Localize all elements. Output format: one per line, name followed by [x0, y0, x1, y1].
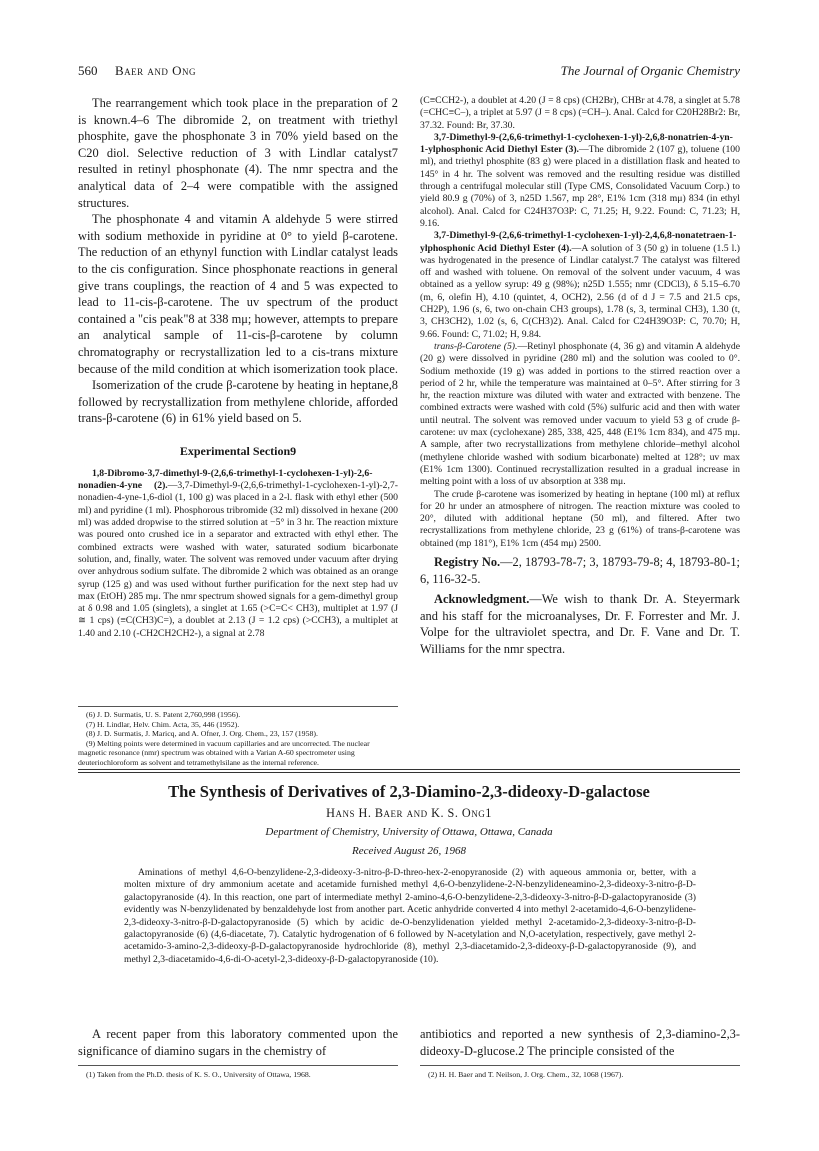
body-text: antibiotics and reported a new synthesis of 2,3-diamino-2,3-dideoxy-D-glucose.2 The principle consisted of the — [420, 1027, 740, 1058]
article-authors: Hans H. Baer and K. S. Ong1 — [326, 806, 492, 820]
registry-paragraph — [420, 554, 740, 587]
procedure-text: —A solution of 3 (50 g) in toluene (1.5 l.) was hydrogenated in the presence of Lindlar catalyst.7 The catalyst was filtered off and washed with toluene. On removal of the solvent under vacuum, 4 was obtained as a yellow syrup: 49 g (98%); n25D 1.555; nmr (CDCl3), δ 5.15–6.70 (m, 6, olefin H), 4.10 (quintet, 4, OCH2), 2.56 (d of d J = 7.5 and 21.5 cps, CH2P), 1.96 (s, 6, two on-chain CH3 groups), 1.78 (s, 3, terminal CH3), 1.30 (t, 3, CH3CH2), 1.02 (s, 6, C(CH3)2). Anal. Calcd for C24H39O3P: C, 70.70; H, 9.66. Found: C, 71.02; H, 9.84. — [420, 242, 740, 340]
section-heading: Experimental Section9 — [179, 443, 297, 458]
experimental-paragraph: The crude β-carotene was isomerized by heating in heptane (100 ml) at reflux for 20 hr under an atmosphere of nitrogen. The reaction mixture was cooled to 20°, diluted with additional heptane (50 ml), and filtered. After two recrystallizations from methylene chloride, 23 g (61%) of trans-β-carotene was obtained (mp 181°), E1% 1cm (454 mμ) 2500. — [420, 488, 740, 549]
procedure-text: —Retinyl phosphonate (4, 36 g) and vitamin A aldehyde (20 g) were dissolved in pyridine (280 ml) and the solution was cooled to 0°. Sodium methoxide (19 g) was added in portions to the stirred reaction over a period of 2 hr, while the temperature was maintained at 0–5°. After stirring for 3 hr, the reaction mixture was diluted with water and extracted with benzene. The combined extracts were washed with cold (5%) sulfuric acid and then with water until neutral. The solvent was removed under vacuum to yield 53 g of crude β-carotene: uv max (cyclohexane) 285, 338, 425, 448 (E1% 1cm 834), and 475 mμ. A sample, after two recrystallizations from methylene chloride–methyl alcohol (methylene chloride washed with sodium bicarbonate) melted at 128°; uv max (E1% 1cm 1300). Continued recrystallization resulted in a gradual increase in melting point with a loss of uv absorption at 338 mμ. — [420, 340, 741, 488]
compound-title: trans-β-Carotene (5). — [434, 340, 518, 352]
footnote: (1) Taken from the Ph.D. thesis of K. S. O., University of Ottawa, 1968. — [86, 1070, 311, 1080]
experimental-paragraph — [420, 341, 740, 489]
running-header — [78, 63, 740, 81]
affiliation: Department of Chemistry, University of Ottawa, Ottawa, Canada — [265, 826, 553, 838]
footnote-block — [78, 1065, 398, 1080]
intro-paragraph: The phosphonate 4 and vitamin A aldehyde 5 were stirred with sodium methoxide in pyridine at 0° to yield β-carotene. The reduction of an ethynyl function with Lindlar catalyst leads to the cis configuration. Since phosphonate reactions in general give trans couplings, the reaction of 4 and 5 was expected to lead to 11-cis-β-carotene. The uv spectrum of the product contained a "cis peak"8 at 338 mμ; however, attempts to prepare an analytical sample of 11-cis-β-carotene by column chromatography or recrystallization led to a cis-trans mixture because of the mild condition at which isomerization took place. — [78, 212, 398, 376]
article-divider — [78, 769, 740, 770]
intro-paragraph: Isomerization of the crude β-carotene by heating in heptane,8 followed by recrystallization from methylene chloride, afforded trans-β-carotene (6) in 61% yield based on 5. — [78, 378, 398, 426]
footnote: (2) H. H. Baer and T. Neilson, J. Org. Chem., 32, 1068 (1967). — [428, 1070, 624, 1080]
intro-paragraph: The rearrangement which took place in the preparation of 2 is known.4–6 The dibromide 2, on treatment with triethyl phosphite, gave the phosphonate 3 in 70% yield based on the C20 diol. Selective reduction of 3 with Lindlar catalyst7 resulted in retinyl phosphonate (4). The nmr spectra and the analytical data of 2–4 were compatible with the assigned structures. — [78, 96, 398, 210]
compound-title: 3,7-Dimethyl-9-(2,6,6-trimethyl-1-cyclohexen-1-yl)-2,6,8-nonatrien-4-yn-1-ylphosphonic Acid Diethyl Ester (3). — [420, 131, 733, 156]
footnote: (8) J. D. Surmatis, J. Maricq, and A. Ofner, J. Org. Chem., 23, 157 (1958). — [86, 729, 318, 739]
experimental-paragraph — [420, 230, 740, 341]
right-column — [420, 95, 740, 658]
running-authors: Baer and Ong — [115, 63, 197, 78]
footnote-block — [420, 1065, 740, 1080]
registry-label: Registry No. — [434, 554, 501, 569]
article-title: The Synthesis of Derivatives of 2,3-Diamino-2,3-dideoxy-D-galactose — [168, 782, 650, 801]
compound-title: 1,8-Dibromo-3,7-dimethyl-9-(2,6,6-trimethyl-1-cyclohexen-1-yl)-2,6-nonadien-4-yne (2). — [78, 467, 373, 492]
compound-title: 3,7-Dimethyl-9-(2,6,6-trimethyl-1-cyclohexen-1-yl)-2,4,6,8-nonatetraen-1-ylphosphonic Acid Diethyl Ester (4). — [420, 230, 737, 254]
procedure-text: —The dibromide 2 (107 g), toluene (100 ml), and triethyl phosphite (83 g) were placed in a distillation flask and heated to 145° in 4 hr. The solvent was removed and the resulting residue was distilled through a centrifugal molecular still (Type CMS, Consolidated Vacuum Corp.) to yield 80.9 g (70%) of 3, n25D 1.567, mp 28°, E1% 1cm (318 mμ) 834 (in ethyl alcohol). Anal. Calcd for C24H37O3P: C, 71.25; H, 9.22. Found: C, 71.23; H, 9.16. — [420, 144, 740, 229]
left-column — [78, 95, 398, 640]
journal-name: The Journal of Organic Chemistry — [560, 63, 740, 78]
article-divider — [78, 772, 740, 773]
page-number: 560 — [78, 63, 98, 78]
abstract: Aminations of methyl 4,6-O-benzylidene-2,3-dideoxy-3-nitro-β-D-threo-hex-2-enopyranoside (2) with aqueous ammonia or, better, with a molten mixture of dry ammonium acetate and acetamide furnished methyl 4,6-O-benzylidene-2-N-benzylideneamino-2,3-dideoxy-3-nitro-β-D-galactopyranoside (4). In this reaction, one part of intermediate methyl 2-amino-4,6-O-benzylidene-2,3-dideoxy-3-nitro-β-D-galactopyranoside (3) evidently was N-benzylidenated by benzaldehyde lost from another part. Acetic anhydride converted 4 into methyl 2-acetamido-4,6-O-benzylidene-2,3-dideoxy-3-nitro-β-D-galactopyranoside (5) which by acidic de-O-benzylidenation yielded methyl 2-acetamido-2,3-dideoxy-3-nitro-β-D-galactopyranoside (6) (4,6-diacetate, 7). Catalytic hydrogenation of 6 followed by N-acetylation and N,O-acetylation, respectively, gave methyl 2-acetamido-3-amino-2,3-dideoxy-β-D-galactopyranoside hydrochloride (8), methyl 2,3-diacetamido-2,3-dideoxy-β-D-galactopyranoside (9), and methyl 2,3-diacetamido-4,6-di-O-acetyl-2,3-dideoxy-β-D-galactopyranoside (10). — [124, 867, 696, 965]
acknowledgment-paragraph — [420, 591, 740, 657]
experimental-paragraph — [420, 132, 740, 230]
acknowledgment-label: Acknowledgment. — [434, 592, 530, 607]
received-date: Received August 26, 1968 — [351, 845, 467, 857]
registry-text: —2, 18793-78-7; 3, 18793-79-8; 4, 18793-80-1; 6, 116-32-5. — [420, 554, 740, 586]
footnote: (7) H. Lindlar, Helv. Chim. Acta, 35, 446 (1952). — [86, 719, 240, 729]
footnote: (6) J. D. Surmatis, U. S. Patent 2,760,998 (1956). — [86, 710, 241, 719]
procedure-text: —3,7-Dimethyl-9-(2,6,6-trimethyl-1-cyclohexen-1-yl)-2,7-nonadien-4-yne-1,6-diol (1, 100 g) was placed in a 2-l. flask with ethyl ether (500 ml) and pyridine (1 ml). Phosphorous tribromide (32 ml) dissolved in hexane (200 ml) was added dropwise to the stirred solution at −5° in 3 hr. The reaction mixture was poured onto crushed ice in a separator and extracted with ethyl ether. The combined extracts were washed with water, saturated sodium bicarbonate solution, and, finally, water. The solvent was removed under vacuum after drying over anhydrous sodium sulfate. The dibromide 2 which was obtained as an orange syrup (125 g) and was used without further purification for the next step had uv max (EtOH) 285 mμ. The nmr spectrum showed signals for a gem-dimethyl group at δ 0.98 and 1.05 (singlets), a singlet at 1.65 (>C=C< CH3), multiplet at 1.97 (J ≅ 1 cps) (≡C(CH3)C=), a doublet at 2.13 (J = 1.2 cps) (>CCH3), a multiplet at 1.40 and 2.10 (-CH2CH2CH2-), a signal at 2.78 — [78, 480, 398, 639]
body-left — [78, 1026, 398, 1080]
continued-text: (C≡CCH2-), a doublet at 4.20 (J = 8 cps) (CH2Br), CHBr at 4.78, a singlet at 5.78 (=CHC≡C–), a triplet at 5.97 (J = 8 cps) (=CH–). Anal. Calcd for C20H28Br2: Br, 37.32. Found: Br, 37.30. — [420, 95, 740, 131]
experimental-paragraph — [78, 468, 398, 640]
body-right — [420, 1026, 740, 1080]
footnote: (9) Melting points were determined in vacuum capillaries and are uncorrected. The nuclear magnetic resonance (nmr) spectrum was obtained with a Varian A-60 spectrometer using deuteriochloroform as solvent and tetramethylsilane as the internal reference. — [78, 738, 370, 767]
left-footnotes — [78, 706, 398, 768]
acknowledgment-text: —We wish to thank Dr. A. Steyermark and his staff for the microanalyses, Dr. F. Forrester and Mr. J. Volpe for the ultraviolet spectra, and Dr. F. Vane and Dr. T. Williams for the nmr spectra. — [420, 592, 740, 656]
body-text: A recent paper from this laboratory commented upon the significance of diamino sugars in the chemistry of — [78, 1027, 398, 1058]
